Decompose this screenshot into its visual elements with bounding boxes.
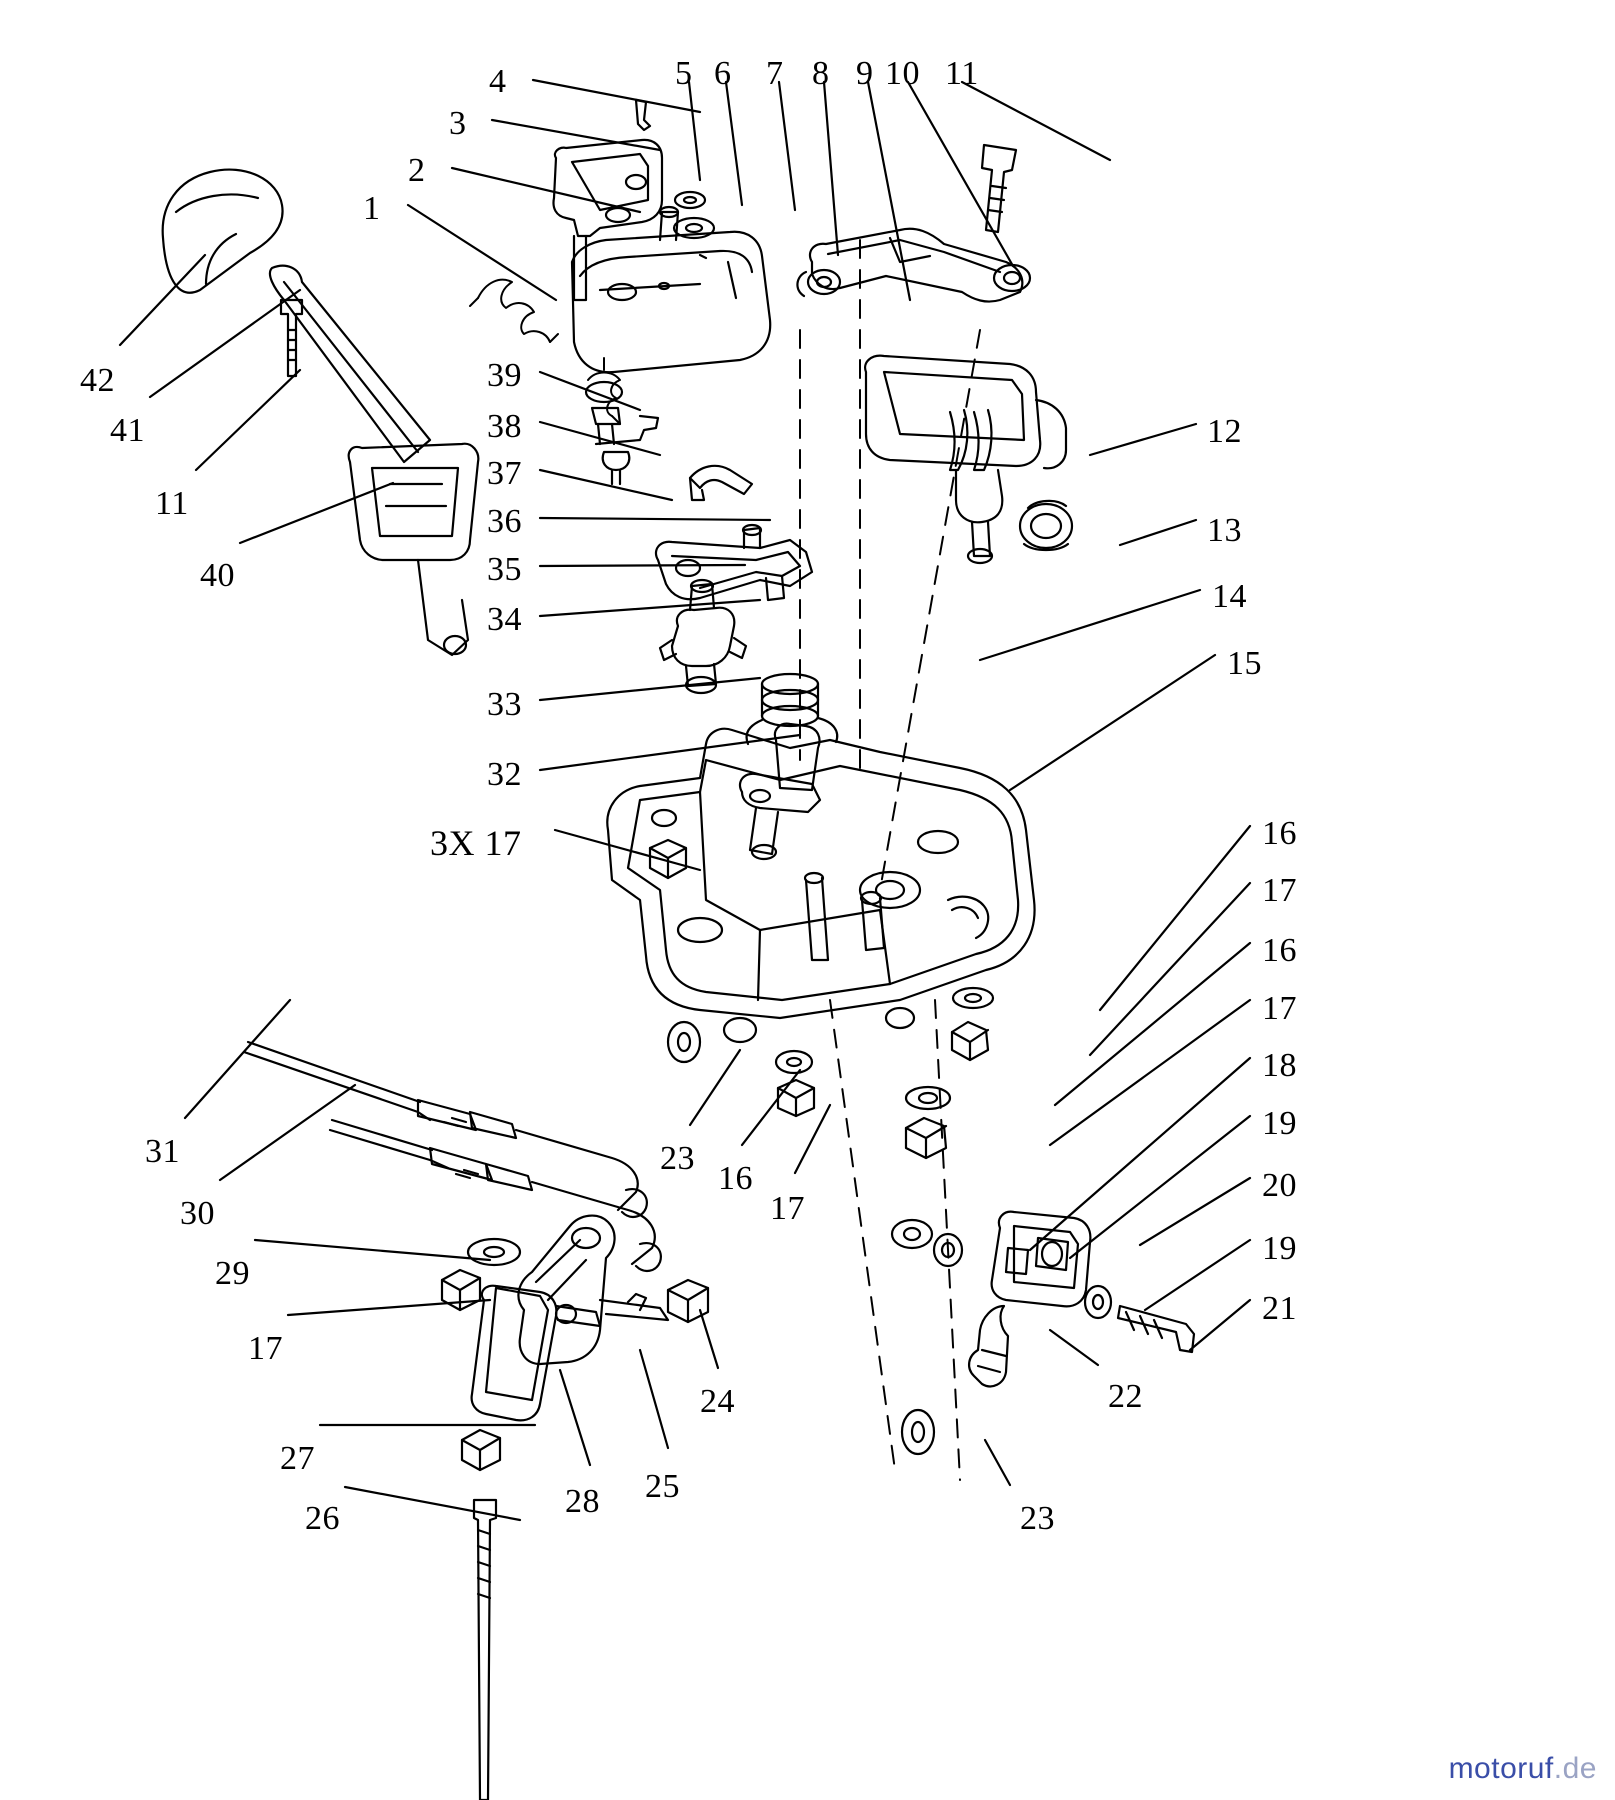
callout-28: 28	[565, 1483, 600, 1520]
callout-17-b: 17	[1262, 990, 1297, 1027]
callout-17-d: 17	[770, 1190, 805, 1227]
callout-15: 15	[1227, 645, 1262, 682]
callout-31: 31	[145, 1133, 180, 1170]
callout-3: 3	[449, 105, 467, 142]
callout-41: 41	[110, 412, 145, 449]
callout-8: 8	[812, 55, 830, 92]
callout-36: 36	[487, 503, 522, 540]
callout-23-a: 23	[660, 1140, 695, 1177]
callout-16-b: 16	[1262, 932, 1297, 969]
callout-19-b: 19	[1262, 1230, 1297, 1267]
callout-30: 30	[180, 1195, 215, 1232]
callout-38: 38	[487, 408, 522, 445]
watermark	[1449, 1752, 1597, 1786]
callout-25: 25	[645, 1468, 680, 1505]
callout-9: 9	[856, 55, 874, 92]
callout-5: 5	[675, 55, 693, 92]
callout-32: 32	[487, 756, 522, 793]
callout-19-a: 19	[1262, 1105, 1297, 1142]
callout-13: 13	[1207, 512, 1242, 549]
callout-1: 1	[363, 190, 381, 227]
callout-35: 35	[487, 551, 522, 588]
callout-26: 26	[305, 1500, 340, 1537]
callout-16-a: 16	[1262, 815, 1297, 852]
callout-12: 12	[1207, 413, 1242, 450]
callout-39: 39	[487, 357, 522, 394]
callout-17-a: 17	[1262, 872, 1297, 909]
callout-6: 6	[714, 55, 732, 92]
callout-10: 10	[885, 55, 920, 92]
callout-22: 22	[1108, 1378, 1143, 1415]
callout-24: 24	[700, 1383, 735, 1420]
watermark-suffix: .de	[1553, 1752, 1597, 1785]
callout-33: 33	[487, 686, 522, 723]
callout-20: 20	[1262, 1167, 1297, 1204]
callout-17-c: 17	[248, 1330, 283, 1367]
callout-40: 40	[200, 557, 235, 594]
callout-27: 27	[280, 1440, 315, 1477]
callout-4: 4	[489, 63, 507, 100]
callout-34: 34	[487, 601, 522, 638]
watermark-name: motoruf	[1448, 1752, 1554, 1785]
callout-23-b: 23	[1020, 1500, 1055, 1537]
callout-21: 21	[1262, 1290, 1297, 1327]
callout-2: 2	[408, 152, 426, 189]
callout-11-left: 11	[155, 485, 189, 522]
callout-11-top: 11	[945, 55, 979, 92]
callout-37: 37	[487, 455, 522, 492]
callout-42: 42	[80, 362, 115, 399]
callout-3x-17: 3X 17	[430, 823, 522, 863]
callout-14: 14	[1212, 578, 1247, 615]
callout-7: 7	[766, 55, 784, 92]
callout-18: 18	[1262, 1047, 1297, 1084]
callout-16-c: 16	[718, 1160, 753, 1197]
callout-29: 29	[215, 1255, 250, 1292]
